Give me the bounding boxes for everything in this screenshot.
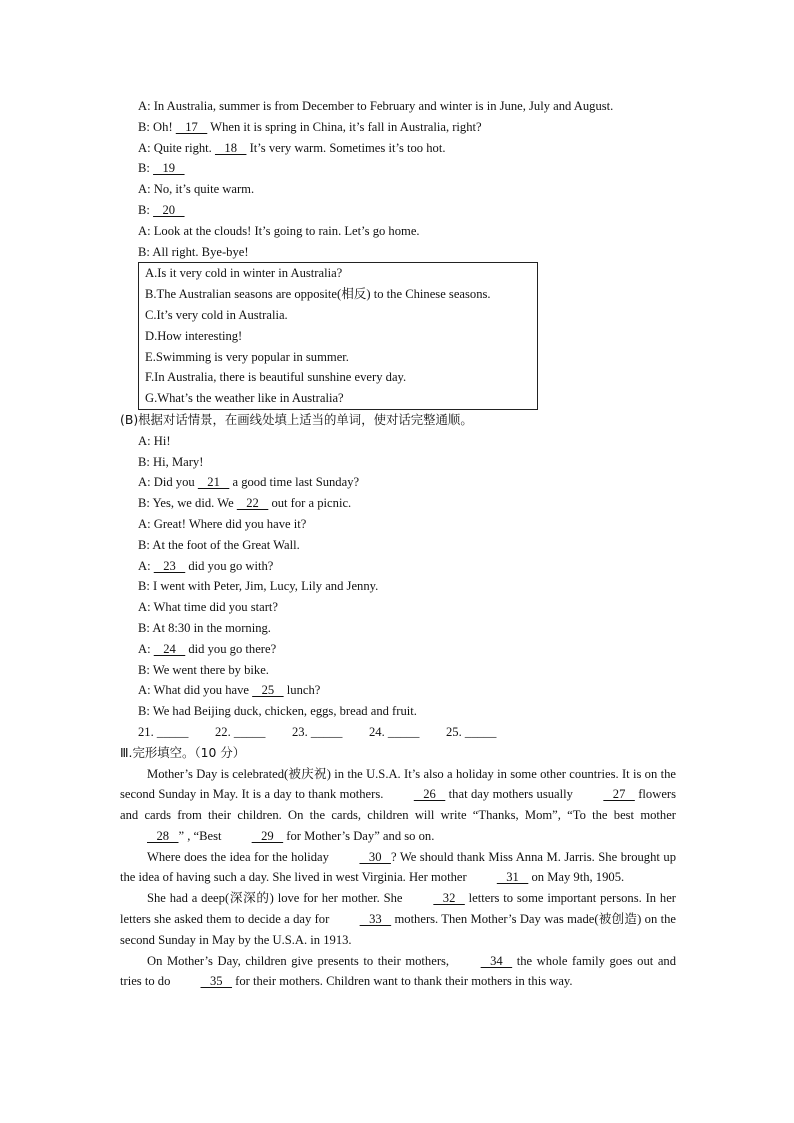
text-run: mothers. Then Mother’s Day was made(被创造) on the second Sunday in May by the U.S.A. in 1913.	[120, 912, 676, 947]
dialog-line	[120, 680, 676, 701]
text-run: B: I went with Peter, Jim, Lucy, Lily and Jenny.	[138, 579, 379, 594]
option-item: F.In Australia, there is beautiful sunshine every day.	[145, 370, 407, 385]
text-run: B: We went there by bike.	[138, 662, 269, 677]
text-run: B: At 8:30 in the morning.	[138, 620, 271, 635]
dialog-line	[120, 158, 676, 179]
text-run: She had a deep(深深的) love for her mother. She	[147, 891, 407, 906]
dialog-line	[120, 535, 676, 556]
page-content	[120, 96, 676, 992]
answer-blank[interactable]: 17	[175, 119, 208, 134]
text-run: flowers and cards from their children. On the cards, children will write “Thanks, Mom”, “To the best mother	[120, 787, 677, 823]
options-box	[138, 262, 538, 410]
option-item: B.The Australian seasons are opposite(相反) to the Chinese seasons.	[145, 287, 491, 302]
text-run: A:	[138, 558, 154, 573]
answer-slot[interactable]: 21. _____	[138, 724, 189, 739]
answer-blank[interactable]: 18	[214, 140, 247, 155]
text-run: On Mother’s Day, children give presents to their mothers,	[147, 953, 454, 968]
answer-blank[interactable]: 24	[153, 641, 186, 656]
dialog-line	[120, 514, 676, 535]
dialog-line	[120, 431, 676, 452]
text-run: A: Look at the clouds! It’s going to rain. Let’s go home.	[138, 223, 420, 238]
text-run: A: Great! Where did you have it?	[138, 516, 307, 531]
answer-blank[interactable]: 32	[433, 891, 465, 906]
text-run: for Mother’s Day” and so on.	[283, 828, 435, 843]
text-run: B:	[138, 202, 154, 217]
answer-slot[interactable]: 24. _____	[369, 724, 420, 739]
text-run: lunch?	[283, 683, 321, 698]
text-run: A: Quite right.	[138, 140, 215, 155]
text-run: B: Hi, Mary!	[138, 454, 204, 469]
answer-blank[interactable]: 33	[359, 912, 392, 927]
dialog-line	[120, 179, 676, 200]
answer-blank[interactable]: 26	[413, 787, 446, 802]
passage-paragraph	[120, 764, 676, 847]
text-run: Where does the idea for the holiday	[147, 849, 333, 864]
text-run: A: What time did you start?	[138, 600, 279, 615]
answer-blank[interactable]: 29	[251, 828, 284, 843]
dialog-line	[120, 242, 676, 263]
text-run: a good time last Sunday?	[229, 475, 360, 490]
text-run: that day mothers usually	[445, 787, 577, 802]
answer-slot[interactable]: 22. _____	[215, 724, 266, 739]
answer-blank[interactable]: 34	[480, 953, 513, 968]
answer-blank[interactable]: 27	[603, 787, 635, 802]
answer-blank[interactable]: 30	[359, 849, 391, 864]
dialog-line	[120, 556, 676, 577]
text-run: the whole family goes out and tries to do	[120, 953, 676, 989]
dialog-line	[120, 618, 676, 639]
answer-blank[interactable]: 22	[236, 496, 269, 511]
answer-slot[interactable]: 23. _____	[292, 724, 343, 739]
text-run: B: Yes, we did. We	[138, 496, 237, 511]
answer-blank[interactable]: 21	[197, 475, 230, 490]
passage-paragraph	[120, 888, 676, 950]
cloze-passage	[120, 764, 676, 993]
text-run: out for a picnic.	[268, 496, 352, 511]
answer-blank[interactable]: 19	[153, 161, 185, 176]
answer-blank[interactable]: 35	[200, 974, 233, 989]
dialog-line	[120, 597, 676, 618]
dialog-line	[120, 576, 676, 597]
text-run: A: In Australia, summer is from December to February and winter is in June, July and August.	[138, 99, 614, 113]
text-run: It’s very warm. Sometimes it’s too hot.	[246, 140, 446, 155]
section-b-title: (B)根据对话情景，在画线处填上适当的单词，使对话完整通顺。	[120, 411, 473, 427]
text-run: A: Hi!	[138, 433, 171, 448]
dialog-line	[120, 117, 676, 138]
answer-blanks	[120, 722, 676, 743]
text-run: B:	[138, 161, 154, 176]
text-run: Mother’s Day is celebrated(被庆祝) in the U.S.A. It’s also a holiday in some other countries. It is on the second Sunday in May. It is a day to thank mothers.	[120, 766, 676, 802]
answer-blank[interactable]: 23	[153, 558, 186, 573]
dialog-section-a	[120, 96, 676, 262]
answer-blank[interactable]: 31	[496, 870, 529, 885]
dialog-line	[120, 639, 676, 660]
text-run: for their mothers. Children want to thank their mothers in this way.	[232, 974, 573, 989]
dialog-line	[120, 452, 676, 473]
option-item: D.How interesting!	[145, 328, 243, 343]
text-run: B: All right. Bye-bye!	[138, 244, 249, 259]
text-run: on May 9th, 1905.	[528, 870, 625, 885]
answer-slot[interactable]: 25. _____	[446, 724, 497, 739]
passage-paragraph	[120, 847, 676, 889]
answer-blank[interactable]: 20	[153, 202, 185, 217]
text-run: letters to some important persons. In her letters she asked them to decide a day for	[120, 891, 676, 927]
option-item: E.Swimming is very popular in summer.	[145, 349, 349, 364]
text-run: ” , “Best	[178, 828, 225, 843]
dialog-line	[120, 472, 676, 493]
text-run: B: Oh!	[138, 119, 176, 134]
option-item: G.What’s the weather like in Australia?	[145, 391, 344, 406]
dialog-line	[120, 493, 676, 514]
answer-blank[interactable]: 25	[252, 683, 284, 698]
text-run: ? We should thank Miss Anna M. Jarris. She brought up the idea of having such a day. She lived in west Virginia. Her mother	[120, 849, 676, 885]
dialog-line	[120, 138, 676, 159]
option-item: C.It’s very cold in Australia.	[145, 307, 288, 322]
text-run: B: We had Beijing duck, chicken, eggs, bread and fruit.	[138, 704, 417, 719]
section-3-title: Ⅲ.完形填空。（10 分）	[120, 744, 246, 760]
dialog-line	[120, 200, 676, 221]
text-run: B: At the foot of the Great Wall.	[138, 537, 300, 552]
text-run: A: Did you	[138, 475, 198, 490]
text-run: did you go there?	[185, 641, 277, 656]
dialog-line	[120, 96, 676, 117]
text-run: When it is spring in China, it’s fall in Australia, right?	[207, 119, 482, 134]
answer-blank[interactable]: 28	[147, 828, 179, 843]
dialog-line	[120, 701, 676, 722]
dialog-section-b	[120, 431, 676, 722]
text-run: did you go with?	[185, 558, 274, 573]
dialog-line	[120, 221, 676, 242]
text-run: A:	[138, 641, 154, 656]
text-run: A: What did you have	[138, 683, 253, 698]
option-item: A.Is it very cold in winter in Australia?	[145, 266, 343, 281]
passage-paragraph	[120, 951, 676, 993]
dialog-line	[120, 660, 676, 681]
text-run: A: No, it’s quite warm.	[138, 182, 255, 197]
